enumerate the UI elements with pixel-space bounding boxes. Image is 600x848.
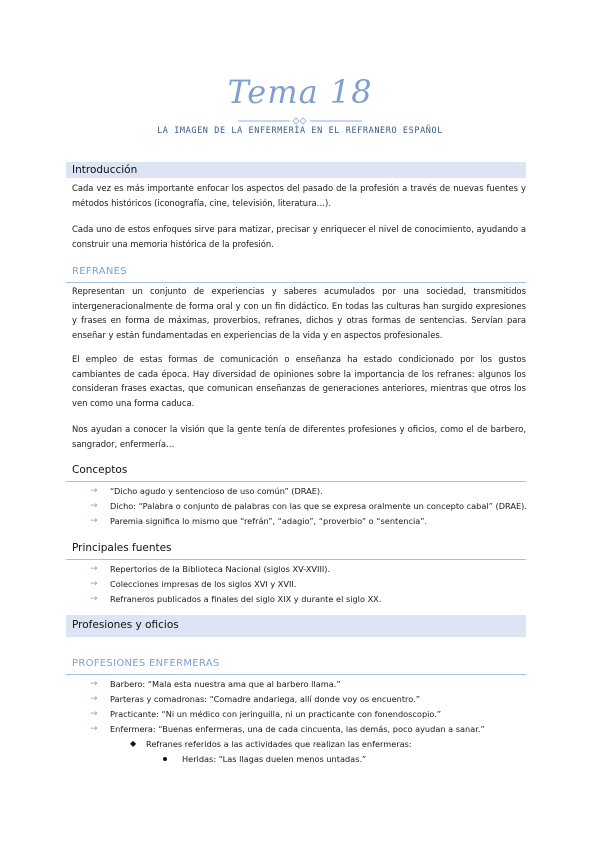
page-subtitle: LA IMAGEN DE LA ENFERMERÍA EN EL REFRANERO ESPAÑOL [157,126,443,136]
arrow-right-icon: → [90,486,98,496]
fuente-item: Refraneros publicados a finales del siglo XIX y durante el siglo XX. [110,594,382,604]
section-heading-conceptos: Conceptos [72,464,128,476]
section-heading-profesiones: Profesiones y oficios [66,615,526,637]
diamond-icon: ◆ [130,739,137,748]
arrow-right-icon: → [90,516,98,526]
fuente-item: Repertorios de la Biblioteca Nacional (siglos XV-XVIII). [110,564,331,574]
enfermera-item: Practicante: “Ni un médico con jeringuilla, ni un practicante con fonendoscopio.” [110,709,442,719]
arrow-right-icon: → [90,694,98,704]
arrow-right-icon: → [90,679,98,689]
concepto-item: Dicho: “Palabra o conjunto de palabras con las que se expresa oralmente un concepto cabal” (DRAE). [110,501,527,511]
title-ornament-icon [238,116,362,126]
arrow-right-icon: → [90,579,98,589]
enfermera-item: Parteras y comadronas: “Comadre andariega, allí donde voy os encuentro.” [110,694,420,704]
arrow-right-icon: → [90,564,98,574]
page-title: Tema 18 [227,73,373,111]
concepto-item: “Dicho agudo y sentencioso de uso común” (DRAE). [110,486,323,496]
heading-underline [66,559,526,560]
intro-paragraph-1: Cada vez es más importante enfocar los aspectos del pasado de la profesión a través de nuevas fuentes y métodos históricos (iconografía, cine, televisión, literatura…). [72,183,526,208]
enfermera-sub-item: Refranes referidos a las actividades que realizan las enfermeras: [146,739,412,749]
section-heading-refranes: REFRANES [72,266,127,277]
section-heading-enfermeras: PROFESIONES ENFERMERAS [72,658,220,669]
enfermera-item: Barbero: “Mala esta nuestra ama que al barbero llama.” [110,679,341,689]
heading-underline [66,282,526,283]
refranes-paragraph-3: Nos ayudan a conocer la visión que la gente tenía de diferentes profesiones y oficios, como el de barbero, sangrador, enfermería… [72,424,526,449]
heading-underline [66,674,526,675]
intro-paragraph-2: Cada uno de estos enfoques sirve para matizar, precisar y enriquecer el nivel de conocimiento, ayudando a construir una memoria histórica de la profesión. [72,224,526,249]
section-heading-fuentes: Principales fuentes [72,542,172,554]
heading-underline [66,481,526,482]
refranes-paragraph-1: Representan un conjunto de experiencias y saberes acumulados por una sociedad, transmitidos intergeneracionalmente de forma oral y con un fin didáctico. En todas las culturas han surgido expresiones y frases en forma de máximas, proverbios, refranes, dichos y otras formas de sentencias. Servían para enseñar y están fundamentadas en experiencias de la vida y en aspectos profesionales. [72,286,526,340]
section-heading-introduccion: Introducción [66,162,526,178]
arrow-right-icon: → [90,501,98,511]
fuente-item: Colecciones impresas de los siglos XVI y XVII. [110,579,297,589]
arrow-right-icon: → [90,594,98,604]
refranes-paragraph-2: El empleo de estas formas de comunicación o enseñanza ha estado condicionado por los gustos cambiantes de cada época. Hay diversidad de opiniones sobre la importancia de los refranes: algunos los consideran frases exactas, que comunican enseñanzas de generaciones anteriores, mientras que otros los ven como una forma caduca. [72,354,526,408]
dot-icon [163,757,167,761]
enfermera-item: Enfermera: “Buenas enfermeras, una de cada cincuenta, las demás, poco ayudan a sanar.” [110,724,485,734]
arrow-right-icon: → [90,724,98,734]
arrow-right-icon: → [90,709,98,719]
concepto-item: Paremia significa lo mismo que “refrán”, “adagio”, “proverbio” o “sentencia”. [110,516,428,526]
enfermera-sub-sub-item: Heridas: “Las llagas duelen menos untadas.” [182,754,367,764]
